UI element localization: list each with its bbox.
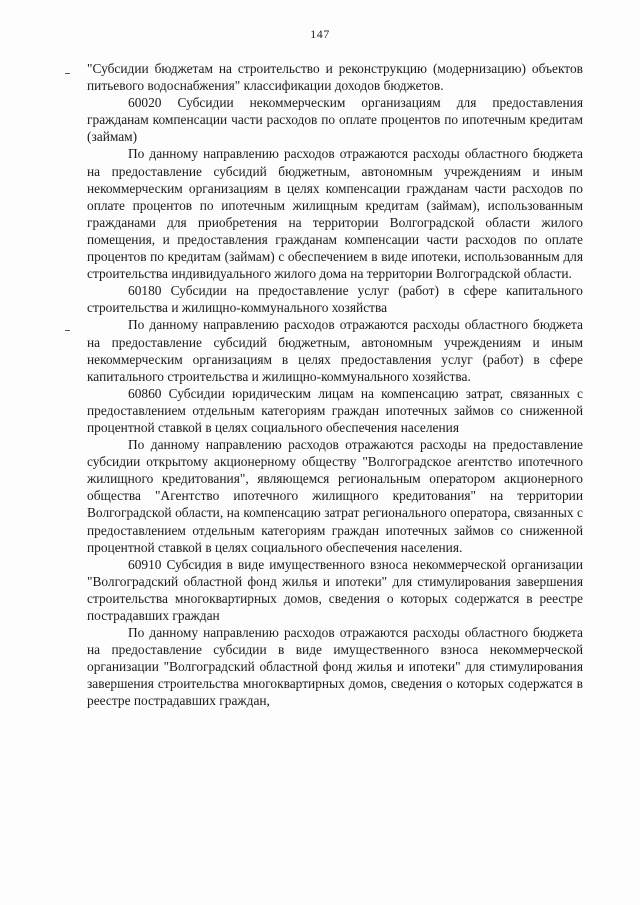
paragraph-60910-heading: 60910 Субсидия в виде имущественного взноса некоммерческой организации "Волгоградский областной фонд жилья и ипотеки" для стимулирования завершения строительства многоквартирных домов, сведения о которых содержатся в реестре пострадавших граждан [87,556,583,623]
paragraph-60180-description: По данному направлению расходов отражаются расходы областного бюджета на предоставление субсидий бюджетным, автономным учреждениям и иным некоммерческим организациям в целях предоставления услуг (работ) в сфере капитального строительства и жилищно-коммунального хозяйства. [87,317,583,384]
paragraph-60020-heading: 60020 Субсидии некоммерческим организациям для предоставления гражданам компенсации части расходов по оплате процентов по ипотечным кредитам (займам) [87,95,583,145]
document-body [87,60,583,710]
paragraph-60860-description: По данному направлению расходов отражаются расходы на предоставление субсидии открытому акционерному обществу "Волгоградское агентство ипотечного жилищного кредитования", являющемся региональным оператором акционерного общества "Агентство ипотечного жилищного кредитования" на территории Волгоградской области, на компенсацию затрат регионального оператора, связанных с предоставлением отдельным категориям граждан ипотечных займов со сниженной процентной ставкой в целях социального обеспечения населения. [87,437,583,555]
paragraph-60860-heading: 60860 Субсидии юридическим лицам на компенсацию затрат, связанных с предоставлением отдельным категориям граждан ипотечных займов со сниженной процентной ставкой в целях социального обеспечения населения [87,385,583,435]
paragraph-60910-description: По данному направлению расходов отражаются расходы областного бюджета на предоставление субсидии в виде имущественного взноса некоммерческой организации "Волгоградский областной фонд жилья и ипотеки" для стимулирования завершения строительства многоквартирных домов, сведения о которых содержатся в реестре пострадавших граждан, [87,625,583,709]
page-number: 147 [310,27,330,41]
paragraph-60020-description: По данному направлению расходов отражаются расходы областного бюджета на предоставление субсидий бюджетным, автономным учреждениям и иным некоммерческим организациям в целях компенсации гражданам части расходов по оплате процентов по ипотечным жилищным кредитам (займам), использованным гражданами для приобретения на территории Волгоградской области жилого помещения, и предоставления гражданам компенсации части расходов по оплате процентов по кредитам (займам) с обеспечением в виде ипотеки, использованным для строительства индивидуального жилого дома на территории Волгоградской области. [87,146,583,282]
margin-mark [65,73,70,74]
paragraph-classification-ref: "Субсидии бюджетам на строительство и реконструкцию (модернизацию) объектов питьевого водоснабжения" классификации доходов бюджетов. [87,61,583,94]
margin-mark [65,330,70,331]
paragraph-60180-heading: 60180 Субсидии на предоставление услуг (работ) в сфере капитального строительства и жилищно-коммунального хозяйства [87,283,583,316]
